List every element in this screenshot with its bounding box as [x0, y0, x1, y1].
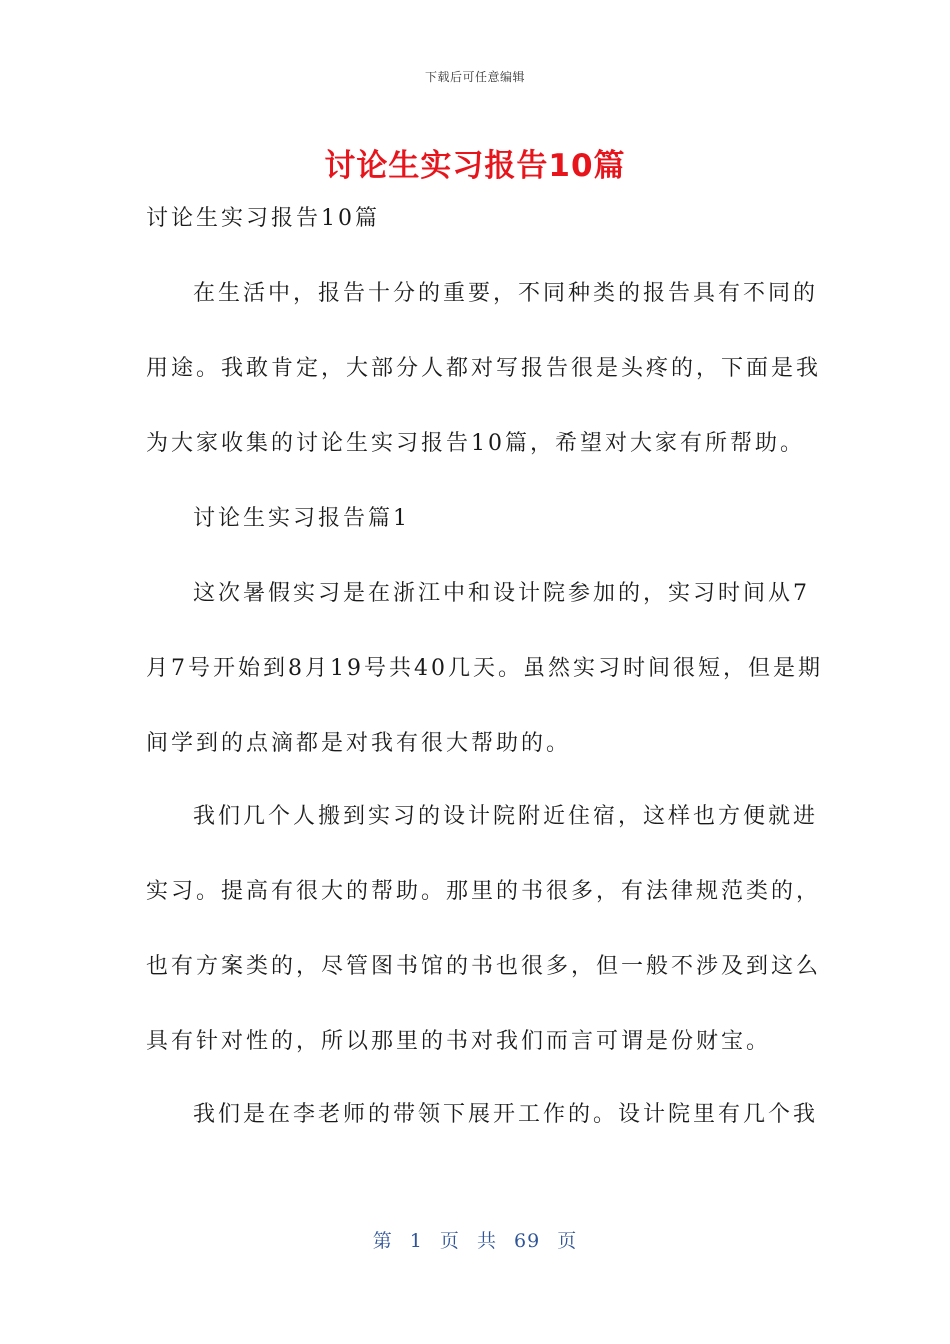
paragraph-line: 我们是在李老师的带领下展开工作的。设计院里有几个我	[193, 1102, 819, 1127]
paragraph-line: 间学到的点滴都是对我有很大帮助的。	[146, 731, 572, 756]
document-title: 讨论生实习报告10篇	[324, 148, 626, 184]
paragraph-line: 为大家收集的讨论生实习报告10篇，希望对大家有所帮助。	[146, 431, 805, 456]
section-heading: 讨论生实习报告篇1	[193, 506, 410, 531]
page-number-footer: 第 1 页 共 69 页	[372, 1230, 578, 1252]
paragraph-line: 用途。我敢肯定，大部分人都对写报告很是头疼的，下面是我	[146, 356, 822, 381]
paragraph-line: 这次暑假实习是在浙江中和设计院参加的，实习时间从7	[193, 581, 810, 606]
paragraph-line: 也有方案类的，尽管图书馆的书也很多，但一般不涉及到这么	[146, 954, 822, 979]
paragraph-line: 实习。提高有很大的帮助。那里的书很多，有法律规范类的，	[146, 879, 822, 904]
paragraph-line: 我们几个人搬到实习的设计院附近住宿，这样也方便就进	[193, 804, 819, 829]
paragraph-line: 在生活中，报告十分的重要，不同种类的报告具有不同的	[193, 281, 819, 306]
paragraph-line: 具有针对性的，所以那里的书对我们而言可谓是份财宝。	[146, 1029, 772, 1054]
subtitle-line: 讨论生实习报告10篇	[146, 206, 380, 231]
paragraph-line: 月7号开始到8月19号共40几天。虽然实习时间很短，但是期	[146, 656, 823, 681]
header-note: 下载后可任意编辑	[424, 70, 525, 84]
